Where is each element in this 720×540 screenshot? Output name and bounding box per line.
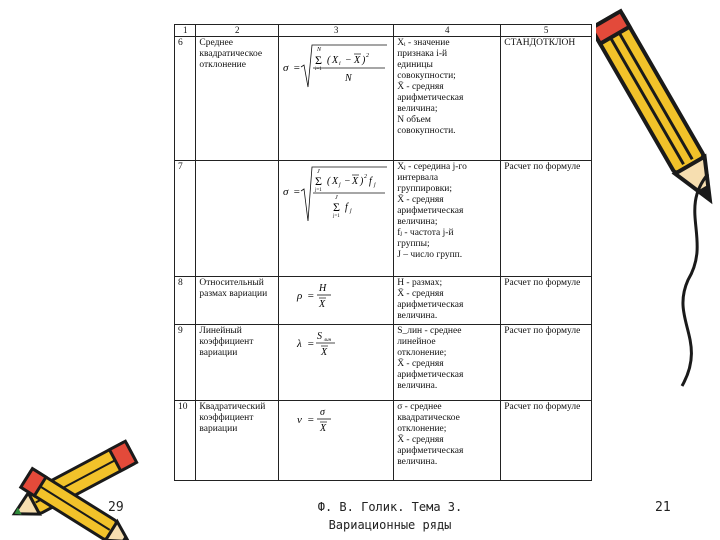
formula-linear-coef	[278, 325, 393, 401]
svg-text:лин: лин	[323, 338, 332, 343]
notes-cell	[394, 277, 501, 325]
svg-text:λ: λ	[296, 338, 302, 350]
note-line: H - размах;	[397, 278, 443, 288]
svg-text:σ: σ	[319, 407, 325, 418]
svg-text:σ: σ	[282, 62, 289, 74]
svg-text:N: N	[316, 47, 321, 53]
row-number: 8	[175, 277, 196, 325]
svg-text:=: =	[292, 186, 301, 198]
note-line: X̄ - средняя арифметическая величина.	[397, 289, 464, 321]
footer-topic: Вариационные ряды	[328, 518, 452, 532]
table-header-row	[175, 25, 592, 37]
svg-text:X: X	[318, 299, 326, 310]
formula-relative-range	[278, 277, 393, 325]
svg-text:i=1: i=1	[314, 67, 322, 72]
svg-text:X: X	[331, 55, 339, 66]
note-line: fⱼ - частота j-й группы;	[397, 228, 454, 249]
svg-text:2: 2	[365, 53, 369, 59]
svg-text:f: f	[368, 176, 372, 187]
header-cell: 1	[175, 25, 196, 37]
table-row	[175, 401, 592, 481]
footer-caption	[290, 498, 490, 534]
note-line: Xᵢ - значение признака i-й единицы совокупности;	[397, 38, 456, 81]
svg-text:(: (	[326, 55, 331, 66]
svg-text:H: H	[318, 283, 327, 294]
svg-text:=: =	[306, 290, 315, 302]
svg-text:i: i	[338, 61, 341, 67]
svg-text:j: j	[373, 182, 376, 188]
svg-text:σ: σ	[282, 186, 289, 198]
calc-method: СТАНДОТКЛОН	[504, 38, 576, 48]
header-cell: 4	[394, 25, 501, 37]
header-cell: 3	[278, 25, 393, 37]
row-number: 6	[175, 37, 196, 161]
svg-text:j=1: j=1	[332, 214, 340, 219]
row-number: 9	[175, 325, 196, 401]
svg-text:S: S	[316, 331, 322, 342]
svg-text:J: J	[316, 169, 320, 175]
svg-text:j: j	[338, 182, 341, 188]
calc-method: Расчет по формуле	[504, 326, 581, 336]
pencils-icon-left	[0, 430, 150, 540]
page-number: 21	[655, 500, 671, 515]
svg-text:=: =	[306, 414, 315, 426]
svg-text:=: =	[306, 338, 315, 350]
note-line: J – число групп.	[397, 250, 463, 260]
note-line: N объем совокупности.	[397, 115, 456, 136]
notes-cell	[394, 401, 501, 481]
table-row	[175, 325, 592, 401]
svg-text:): )	[361, 55, 366, 66]
formula-std-dev	[278, 37, 393, 161]
calc-method: Расчет по формуле	[504, 162, 581, 172]
svg-text:=: =	[292, 62, 301, 74]
indicator-name: Линейный коэффициент вариации	[199, 326, 254, 358]
formula-quadratic-coef	[278, 401, 393, 481]
header-cell: 2	[196, 25, 279, 37]
note-line: X̄ - средняя арифметическая величина.	[397, 435, 464, 467]
svg-text:X: X	[353, 55, 361, 66]
svg-text:2: 2	[363, 174, 367, 180]
svg-text:X: X	[351, 176, 359, 187]
note-line: Xⱼ - середина j-го интервала группировки;	[397, 162, 467, 194]
calc-method: Расчет по формуле	[504, 402, 581, 412]
svg-text:J: J	[334, 195, 338, 201]
svg-text:Σ: Σ	[314, 53, 322, 67]
footer-date: 29	[108, 500, 124, 515]
svg-text:X: X	[331, 176, 339, 187]
notes-cell	[394, 161, 501, 277]
note-line: X̄ - средняя арифметическая величина;	[397, 195, 464, 227]
indicator-name: Относительный размах вариации	[199, 278, 268, 299]
svg-text:): )	[359, 176, 364, 187]
svg-text:ν: ν	[296, 414, 302, 426]
note-line: X̄ - средняя арифметическая величина;	[397, 82, 464, 114]
svg-text:X: X	[320, 347, 328, 358]
note-line: X̄ - средняя арифметическая величина.	[397, 359, 464, 391]
row-number: 7	[175, 161, 196, 277]
svg-text:N: N	[344, 73, 352, 84]
indicator-name: Квадратический коэффициент вариации	[199, 402, 266, 434]
svg-text:Σ: Σ	[332, 200, 340, 214]
svg-text:X: X	[319, 423, 327, 434]
svg-text:f: f	[344, 202, 348, 213]
indicator-name: Среднее квадратическое отклонение	[199, 38, 263, 70]
table-row	[175, 37, 592, 161]
svg-text:Σ: Σ	[314, 174, 322, 188]
calc-method: Расчет по формуле	[504, 278, 581, 288]
svg-text:j: j	[349, 208, 352, 214]
note-line: σ - среднее квадратическое отклонение;	[397, 402, 460, 434]
table-row	[175, 161, 592, 277]
svg-text:ρ: ρ	[296, 290, 303, 302]
statistics-table	[174, 24, 592, 481]
svg-text:−: −	[343, 176, 351, 187]
svg-text:j=1: j=1	[314, 188, 322, 193]
notes-cell	[394, 37, 501, 161]
svg-text:−: −	[344, 55, 352, 66]
footer-author: Ф. В. Голик. Тема 3.	[317, 500, 463, 514]
header-cell: 5	[501, 25, 592, 37]
table-row	[175, 277, 592, 325]
svg-text:(: (	[326, 176, 331, 187]
scribble-icon	[668, 170, 720, 390]
formula-std-dev-grouped	[278, 161, 393, 277]
notes-cell	[394, 325, 501, 401]
row-number: 10	[175, 401, 196, 481]
note-line: S_лин - среднее линейное отклонение;	[397, 326, 462, 358]
